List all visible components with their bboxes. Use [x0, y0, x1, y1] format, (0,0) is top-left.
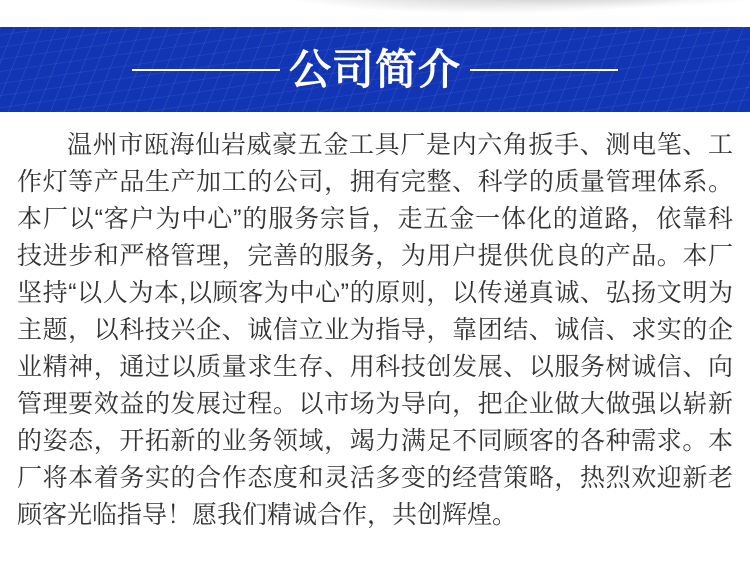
section-header-banner [0, 27, 750, 112]
company-intro-paragraph: 温州市瓯海仙岩威豪五金工具厂是内六角扳手、测电笔、工作灯等产品生产加工的公司，拥有完整、科学的质量管理体系。本厂以“客户为中心”的服务宗旨，走五金一体化的道路，依靠科技进步和严格管理，完善的服务，为用户提供优良的产品。本厂坚持“以人为本,以顾客为中心”的原则，以传递真诚、弘扬文明为主题，以科技兴企、诚信立业为指导，靠团结、诚信、求实的企业精神，通过以质量求生存、用科技创发展、以服务树诚信、向管理要效益的发展过程。以市场为导向，把企业做大做强以崭新的姿态，开拓新的业务领域，竭力满足不同顾客的各种需求。本厂将本着务实的合作态度和灵活多变的经营策略，热烈欢迎新老顾客光临指导！愿我们精诚合作，共创辉煌。 [17, 131, 733, 529]
top-edge-shadow [0, 0, 750, 27]
intro-content-area [0, 112, 750, 534]
title-decoration-line-left [132, 69, 280, 71]
title-decoration-line-right [470, 69, 618, 71]
section-title: 公司简介 [288, 45, 461, 93]
